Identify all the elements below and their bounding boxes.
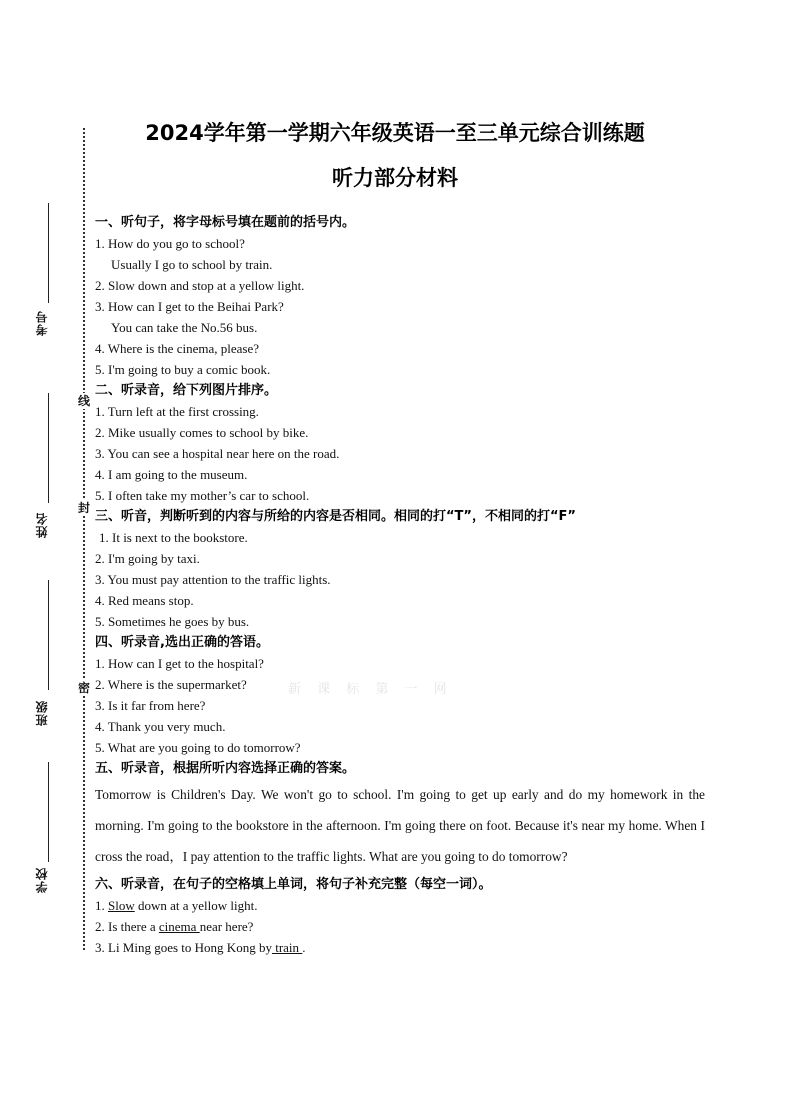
section-4-heading: 四、听录音,选出正确的答语。: [95, 635, 269, 650]
section-1-line: 1. How do you go to school?: [95, 236, 245, 251]
seal-char-mi: 密: [77, 681, 90, 695]
filled-answer: train: [271, 940, 303, 955]
line-text: 1.: [95, 898, 108, 913]
exam-number-label: 考号: [35, 310, 49, 336]
page-subtitle: 听力部分材料: [332, 166, 458, 190]
section-4-line: 3. Is it far from here?: [95, 698, 206, 713]
section-4-line: 1. How can I get to the hospital?: [95, 656, 264, 671]
school-label: 学校: [35, 867, 49, 893]
section-1-line: Usually I go to school by train.: [111, 257, 273, 272]
exam-content: [95, 212, 705, 958]
section-6-heading: 六、听录音，在句子的空格填上单词，将句子补充完整（每空一词）。: [95, 877, 492, 892]
section-6-line: [95, 895, 705, 916]
section-2-heading: 二、听录音，给下列图片排序。: [95, 383, 278, 398]
class-label: 班级: [35, 700, 49, 726]
seal-char-feng: 封: [77, 501, 90, 515]
seal-char-xian: 线: [77, 394, 90, 408]
line-text: near here?: [199, 919, 254, 934]
section-1-line: 2. Slow down and stop at a yellow light.: [95, 278, 305, 293]
section-3-line: 5. Sometimes he goes by bus.: [95, 614, 250, 629]
section-2-line: 1. Turn left at the first crossing.: [95, 404, 259, 419]
name-label: 姓名: [35, 512, 49, 538]
section-1-line: 5. I'm going to buy a comic book.: [95, 362, 271, 377]
section-1-heading: 一、听句子，将字母标号填在题前的括号内。: [95, 215, 356, 230]
line-text: 3. Li Ming goes to Hong Kong by: [95, 940, 272, 955]
section-4-line: 4. Thank you very much.: [95, 719, 226, 734]
filled-answer: cinema: [158, 919, 200, 934]
section-2-line: 5. I often take my mother’s car to school.: [95, 488, 310, 503]
section-3-line: 2. I'm going by taxi.: [95, 551, 200, 566]
section-5-passage: Tomorrow is Children's Day. We won't go to school. I'm going to get up early and do my homework in the morning. I'm going to the bookstore in the afternoon. I'm going there on foot. Because it's near my home. When I cross the road，I pay attention to the traffic lights. What are you going to do tomorrow?: [95, 787, 705, 864]
section-1-line: You can take the No.56 bus.: [111, 320, 258, 335]
name-line: [48, 393, 49, 503]
line-text: .: [302, 940, 306, 955]
section-2-line: 4. I am going to the museum.: [95, 467, 248, 482]
binding-dotted-line: [83, 128, 85, 950]
page-title: 2024学年第一学期六年级英语一至三单元综合训练题: [145, 121, 645, 145]
section-2-line: 3. You can see a hospital near here on the road.: [95, 446, 340, 461]
section-1-line: 4. Where is the cinema, please?: [95, 341, 259, 356]
filled-answer: Slow: [108, 898, 135, 913]
class-line: [48, 580, 49, 690]
watermark: 新 课 标 第 一 网: [288, 682, 453, 697]
section-1-line: 3. How can I get to the Beihai Park?: [95, 299, 284, 314]
exam-number-line: [48, 203, 49, 303]
section-6-line: [95, 937, 705, 958]
section-5-heading: 五、听录音，根据所听内容选择正确的答案。: [95, 761, 356, 776]
section-3-line: 3. You must pay attention to the traffic lights.: [95, 572, 331, 587]
section-6-line: [95, 916, 705, 937]
line-text: 2. Is there a: [95, 919, 159, 934]
section-4-line: 2. Where is the supermarket?: [95, 677, 247, 692]
line-text: down at a yellow light.: [134, 898, 258, 913]
section-4-line: 5. What are you going to do tomorrow?: [95, 740, 301, 755]
school-line: [48, 762, 49, 862]
section-3-heading: 三、听音，判断听到的内容与所给的内容是否相同。相同的打“T”，不相同的打“F”: [95, 509, 576, 524]
section-3-line: 1. It is next to the bookstore.: [99, 530, 248, 545]
section-2-line: 2. Mike usually comes to school by bike.: [95, 425, 309, 440]
section-3-line: 4. Red means stop.: [95, 593, 194, 608]
